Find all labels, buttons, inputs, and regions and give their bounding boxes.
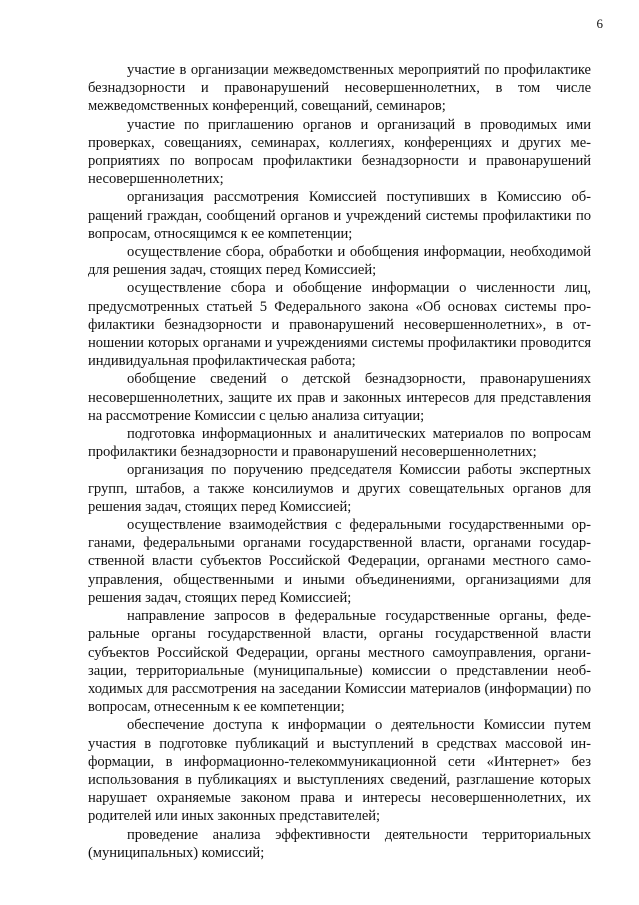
paragraph: проведение анализа эффективности деятельности территориальных (муниципальных) комиссий; bbox=[88, 826, 591, 861]
paragraph: обеспечение доступа к информации о деятельности Комиссии путем участия в подготовке публикаций и выступлений в средствах массовой информации, в информационно-телекоммуникационной сети «Интернет» без использования в публикациях и выступлениях сведений, разглашение которых нарушает охраняемые законом права и интересы несовершеннолетних, их родителей или иных законных представителей; bbox=[88, 717, 591, 825]
page-number: 6 bbox=[596, 16, 603, 31]
paragraph: организация рассмотрения Комиссией поступивших в Комиссию обращений граждан, сообщений органов и учреждений системы профилактики по вопросам, относящимся к ее компетенции; bbox=[88, 189, 591, 242]
paragraph: осуществление взаимодействия с федеральными государственными органами, федеральными органами государственной власти, органами государственной власти субъектов Российской Федерации, органами местного самоуправления, общественными и иными объединениями, организациями для решения задач, стоящих перед Комиссией; bbox=[88, 517, 591, 606]
paragraph: подготовка информационных и аналитических материалов по вопросам профилактики безнадзорности и правонарушений несовершеннолетних; bbox=[88, 426, 591, 461]
paragraph: направление запросов в федеральные государственные органы, федеральные органы государственной власти, органы государственной власти субъектов Российской Федерации, органы местного самоуправления, организации, территориальные (муниципальные) комиссии о представлении необходимых для рассмотрения на заседании Комиссии материалов (информации) по вопросам, отнесенным к ее компетенции; bbox=[88, 608, 591, 716]
paragraph: обобщение сведений о детской безнадзорности, правонарушениях несовершеннолетних, защите их прав и законных интересов для представления на рассмотрение Комиссии с целью анализа ситуации; bbox=[88, 371, 591, 424]
paragraph: участие по приглашению органов и организаций в проводимых ими проверках, совещаниях, семинарах, коллегиях, конференциях и других мероприятиях по вопросам профилактики безнадзорности и правонарушений несовершеннолетних; bbox=[88, 116, 591, 188]
paragraph: участие в организации межведомственных мероприятий по профилактике безнадзорности и правонарушений несовершеннолетних, в том числе межведомственных конференций, совещаний, семинаров; bbox=[88, 62, 591, 115]
paragraph: организация по поручению председателя Комиссии работы экспертных групп, штабов, а также консилиумов и других совещательных органов для решения задач, стоящих перед Комиссией; bbox=[88, 462, 591, 515]
document-body bbox=[88, 61, 591, 862]
paragraph: осуществление сбора, обработки и обобщения информации, необходимой для решения задач, стоящих перед Комиссией; bbox=[88, 244, 591, 279]
paragraph: осуществление сбора и обобщение информации о численности лиц, предусмотренных статьей 5 Федерального закона «Об основах системы профилактики безнадзорности и правонарушений несовершеннолетних», в отношении которых органами и учреждениями системы профилактики проводится индивидуальная профилактическая работа; bbox=[88, 280, 591, 370]
